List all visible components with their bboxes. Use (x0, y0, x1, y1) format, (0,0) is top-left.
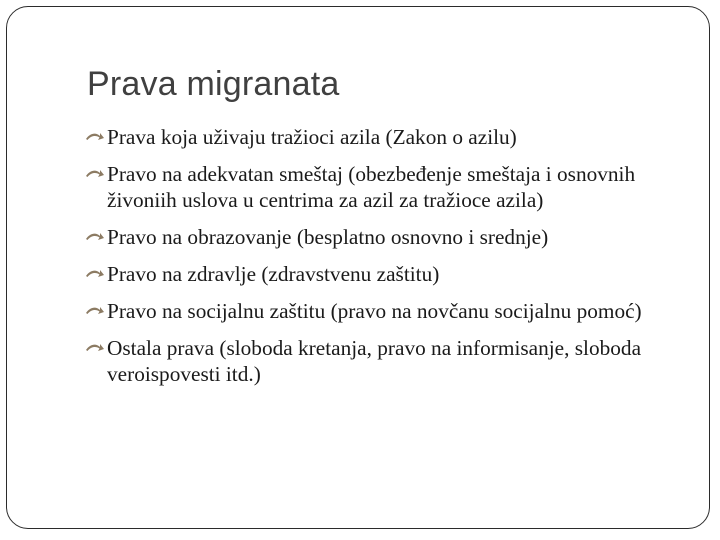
bullet-item (85, 224, 695, 250)
slide-frame (6, 6, 710, 529)
curved-arrow-bullet-icon (85, 304, 105, 318)
curved-arrow-bullet-icon (85, 341, 105, 355)
bullet-text: Ostala prava (sloboda kretanja, pravo na informisanje, sloboda veroispovesti itd.) (107, 336, 642, 386)
curved-arrow-bullet-icon (85, 167, 105, 181)
bullet-text: Pravo na adekvatan smeštaj (obezbeđenje smeštaja i osnovnih živoniih uslova u centrima za azil za tražioce azila) (107, 162, 636, 212)
bullet-text: Pravo na zdravlje (zdravstvenu zaštitu) (107, 262, 440, 286)
bullet-item (85, 298, 695, 324)
bullet-item (85, 261, 695, 287)
bullet-list (85, 124, 695, 398)
bullet-text: Pravo na socijalnu zaštitu (pravo na novčanu socijalnu pomoć) (107, 299, 642, 323)
slide-title: Prava migranata (87, 65, 340, 103)
bullet-text: Pravo na obrazovanje (besplatno osnovno i srednje) (107, 225, 549, 249)
bullet-item (85, 124, 695, 150)
curved-arrow-bullet-icon (85, 130, 105, 144)
bullet-text: Prava koja uživaju tražioci azila (Zakon o azilu) (107, 125, 517, 149)
bullet-item (85, 161, 695, 213)
curved-arrow-bullet-icon (85, 267, 105, 281)
curved-arrow-bullet-icon (85, 230, 105, 244)
bullet-item (85, 335, 695, 387)
